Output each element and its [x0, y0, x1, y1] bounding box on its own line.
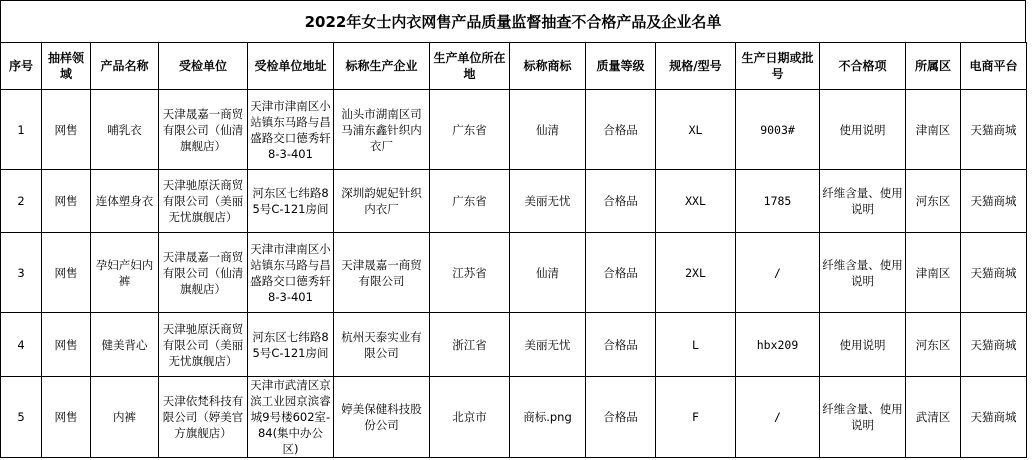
cell-address: 天津市津南区小站镇东马路与昌盛路交口德秀轩8-3-401 [248, 90, 334, 170]
table-row [1, 313, 1027, 377]
cell-origin: 广东省 [430, 90, 510, 170]
cell-district: 河东区 [906, 313, 961, 377]
cell-product: 连体塑身衣 [91, 170, 159, 233]
header-origin: 生产单位所在地 [430, 43, 510, 90]
cell-field: 网售 [42, 233, 91, 313]
table-row [1, 377, 1027, 458]
cell-inspected: 天津驰原沃商贸有限公司（美丽无忧旗舰店） [159, 170, 248, 233]
cell-no: 4 [1, 313, 42, 377]
cell-origin: 浙江省 [430, 313, 510, 377]
cell-fail: 使用说明 [820, 90, 906, 170]
cell-grade: 合格品 [586, 170, 656, 233]
header-platform: 电商平台 [961, 43, 1027, 90]
cell-fail: 纤维含量、使用说明 [820, 377, 906, 458]
cell-maker: 杭州天泰实业有限公司 [334, 313, 430, 377]
cell-district: 津南区 [906, 90, 961, 170]
cell-district: 津南区 [906, 233, 961, 313]
cell-product: 内裤 [91, 377, 159, 458]
cell-fail: 纤维含量、使用说明 [820, 233, 906, 313]
cell-inspected: 天津驰原沃商贸有限公司（美丽无忧旗舰店） [159, 313, 248, 377]
cell-district: 河东区 [906, 170, 961, 233]
cell-batch: 1785 [736, 170, 820, 233]
cell-fail: 使用说明 [820, 313, 906, 377]
cell-brand: 仙清 [510, 233, 586, 313]
cell-platform: 天猫商城 [961, 377, 1027, 458]
cell-fail: 纤维含量、使用说明 [820, 170, 906, 233]
cell-maker: 婷美保健科技股份公司 [334, 377, 430, 458]
cell-product: 哺乳衣 [91, 90, 159, 170]
cell-batch: / [736, 233, 820, 313]
cell-address: 河东区七纬路85号C-121房间 [248, 313, 334, 377]
defect-products-table [0, 42, 1027, 458]
cell-maker: 天津晟嘉一商贸有限公司 [334, 233, 430, 313]
cell-inspected: 天津晟嘉一商贸有限公司（仙清旗舰店） [159, 90, 248, 170]
header-spec: 规格/型号 [656, 43, 736, 90]
cell-field: 网售 [42, 313, 91, 377]
cell-address: 天津市武清区京滨工业园京滨睿城9号楼602室-84(集中办公区) [248, 377, 334, 458]
header-grade: 质量等级 [586, 43, 656, 90]
header-product: 产品名称 [91, 43, 159, 90]
cell-origin: 江苏省 [430, 233, 510, 313]
cell-maker: 深圳韵妮妃针织内衣厂 [334, 170, 430, 233]
cell-platform: 天猫商城 [961, 313, 1027, 377]
header-no: 序号 [1, 43, 42, 90]
cell-grade: 合格品 [586, 90, 656, 170]
cell-inspected: 天津依梵科技有限公司（婷美官方旗舰店） [159, 377, 248, 458]
header-district: 所属区 [906, 43, 961, 90]
cell-product: 孕妇产妇内裤 [91, 233, 159, 313]
cell-address: 河东区七纬路85号C-121房间 [248, 170, 334, 233]
table-row [1, 233, 1027, 313]
header-row [1, 43, 1027, 90]
cell-no: 2 [1, 170, 42, 233]
cell-no: 5 [1, 377, 42, 458]
cell-spec: 2XL [656, 233, 736, 313]
cell-field: 网售 [42, 90, 91, 170]
header-brand: 标称商标 [510, 43, 586, 90]
header-inspected: 受检单位 [159, 43, 248, 90]
header-field: 抽样领域 [42, 43, 91, 90]
header-batch: 生产日期或批号 [736, 43, 820, 90]
header-fail: 不合格项 [820, 43, 906, 90]
cell-origin: 北京市 [430, 377, 510, 458]
cell-address: 天津市津南区小站镇东马路与昌盛路交口德秀轩8-3-401 [248, 233, 334, 313]
cell-grade: 合格品 [586, 313, 656, 377]
cell-inspected: 天津晟嘉一商贸有限公司（仙清旗舰店） [159, 233, 248, 313]
cell-no: 1 [1, 90, 42, 170]
cell-field: 网售 [42, 170, 91, 233]
cell-product: 健美背心 [91, 313, 159, 377]
cell-grade: 合格品 [586, 233, 656, 313]
table-title: 2022年女士内衣网售产品质量监督抽查不合格产品及企业名单 [0, 0, 1026, 42]
cell-platform: 天猫商城 [961, 90, 1027, 170]
cell-brand: 商标.png [510, 377, 586, 458]
cell-brand: 美丽无忧 [510, 313, 586, 377]
table-row [1, 170, 1027, 233]
cell-brand: 美丽无忧 [510, 170, 586, 233]
cell-origin: 广东省 [430, 170, 510, 233]
cell-spec: F [656, 377, 736, 458]
cell-field: 网售 [42, 377, 91, 458]
cell-batch: / [736, 377, 820, 458]
cell-spec: XXL [656, 170, 736, 233]
cell-platform: 天猫商城 [961, 233, 1027, 313]
cell-spec: XL [656, 90, 736, 170]
cell-batch: hbx209 [736, 313, 820, 377]
cell-maker: 汕头市湖南区司马浦东鑫针织内衣厂 [334, 90, 430, 170]
cell-batch: 9003# [736, 90, 820, 170]
cell-spec: L [656, 313, 736, 377]
cell-grade: 合格品 [586, 377, 656, 458]
table-row [1, 90, 1027, 170]
cell-no: 3 [1, 233, 42, 313]
cell-district: 武清区 [906, 377, 961, 458]
cell-platform: 天猫商城 [961, 170, 1027, 233]
header-maker: 标称生产企业 [334, 43, 430, 90]
cell-brand: 仙清 [510, 90, 586, 170]
header-address: 受检单位地址 [248, 43, 334, 90]
